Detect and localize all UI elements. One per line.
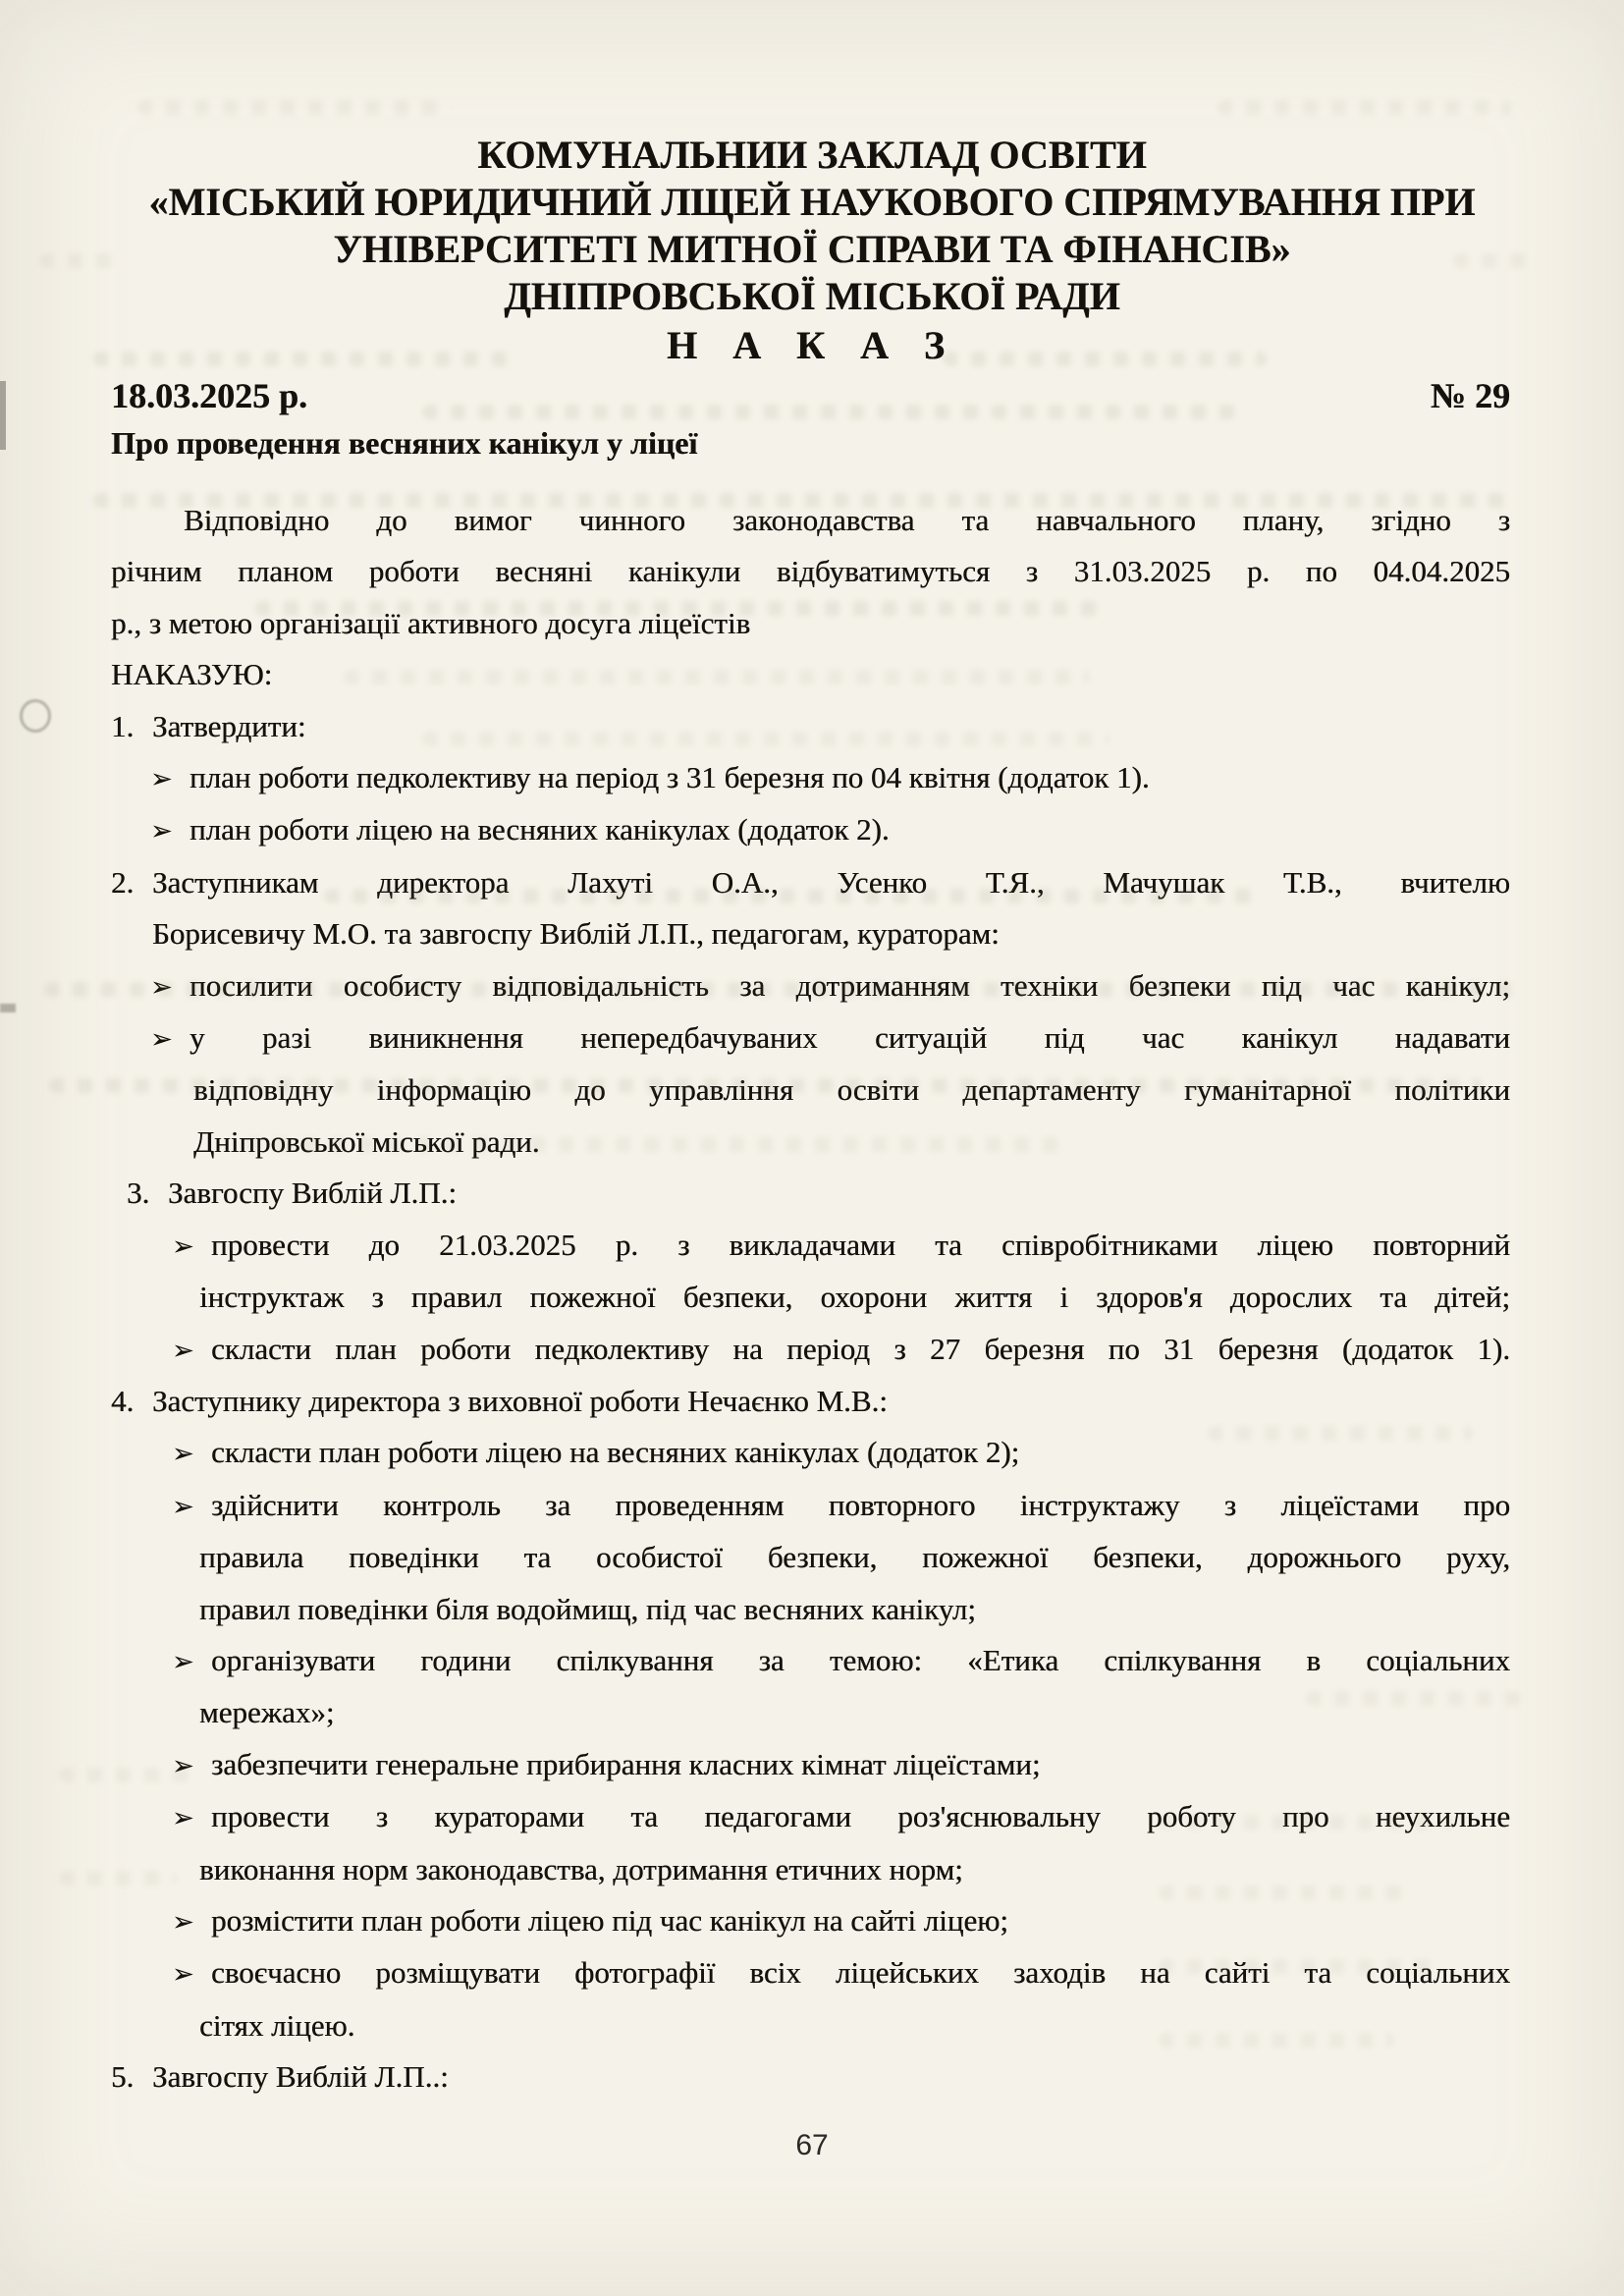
bullet-text: розмістити план роботи ліцею під час канікул на сайті ліцею; [211,1902,1008,1938]
bullet-text: провести з кураторами та педагогами роз'яснювальну роботу про неухильне [211,1799,1510,1834]
scan-artifact [0,1004,16,1012]
paragraph-line: річним планом роботи весняні канікули відбуватимуться з 31.03.2025 р. по 04.04.2025 [111,554,1510,589]
scan-artifact [0,381,6,450]
bullet-arrow-icon: ➢ [172,1906,194,1937]
org-name-line: КОМУНАЛЬНИИ ЗАКЛАД ОСВІТИ [477,133,1147,177]
bullet-arrow-icon: ➢ [150,1024,173,1055]
bullet-text: посилити особисту відповідальність за дотриманням техніки безпеки під час канікул; [189,967,1510,1003]
bullet-item [150,960,1510,1012]
numbered-item [111,857,1510,908]
item-number: 2. [111,864,135,900]
org-name-line: УНІВЕРСИТЕТІ МИТНОЇ СПРАВИ ТА ФІНАНСІВ» [333,227,1291,271]
numbered-item [111,1376,1510,1427]
document-type-title: Н А К А З [666,323,957,367]
numbered-item [111,701,1510,752]
bullet-arrow-icon: ➢ [172,1439,194,1469]
document-number: № 29 [1430,376,1510,415]
org-name-line: «МІСЬКИЙ ЮРИДИЧНИЙ ЛЩЕЙ НАУКОВОГО СПРЯМУВАННЯ ПРИ [148,180,1476,224]
bullet-text: скласти план роботи педколективу на період з 27 березня по 31 березня (додаток 1). [211,1331,1510,1366]
paragraph-line: р., з метою організації активного досуга ліцеїстів [111,605,751,640]
bullet-arrow-icon: ➢ [172,1803,194,1833]
bullet-text: забезпечити генеральне прибирання класних кімнат ліцеїстами; [211,1746,1041,1781]
item-text: Завгоспу Виблій Л.П.: [168,1175,457,1211]
bullet-arrow-icon: ➢ [172,1646,194,1676]
org-name-line: ДНІПРОВСЬКОЇ МІСЬКОЇ РАДИ [504,274,1120,318]
bullet-arrow-icon: ➢ [150,971,173,1002]
bullet-arrow-icon: ➢ [172,1750,194,1780]
bullet-continuation: відповідну інформацію до управління освіти департаменту гуманітарної політики [193,1072,1510,1108]
item-number: 1. [111,708,135,743]
page-number: 67 [795,2129,829,2161]
bullet-item [172,1635,1510,1687]
document-subject: Про проведення весняних канікул у ліцеї [111,425,698,461]
bullet-text: скласти план роботи ліцею на весняних канікулах (додаток 2); [211,1435,1020,1470]
bullet-item [150,752,1510,804]
bullet-text: організувати години спілкування за темою: «Етика спілкування в соціальних [211,1642,1510,1677]
bullet-item [172,1220,1510,1272]
bullet-continuation: правил поведінки біля водоймищ, під час весняних канікул; [199,1591,976,1626]
bullet-text: план роботи педколективу на період з 31 березня по 04 квітня (додаток 1). [189,760,1150,795]
bullet-item [172,1480,1510,1532]
bullet-arrow-icon: ➢ [172,1491,194,1521]
bullet-continuation: Дніпровської міської ради. [193,1123,540,1159]
paragraph-line: Відповідно до вимог чинного законодавства та навчального плану, згідно з [184,503,1510,537]
item-text: Заступникам директора Лахуті О.А., Усенко Т.Я., Мачушак Т.В., вчителю [152,864,1510,900]
bullet-text: здійснити контроль за проведенням повторного інструктажу з ліцеїстами про [211,1487,1510,1522]
bullet-text: план роботи ліцею на весняних канікулах (додаток 2). [189,812,890,847]
scan-artifact [20,699,51,733]
bullet-item [150,804,1510,856]
section-heading: НАКАЗУЮ: [111,657,273,692]
bullet-continuation: правила поведінки та особистої безпеки, пожежної безпеки, дорожнього руху, [199,1540,1510,1575]
item-continuation: Борисевичу М.О. та завгоспу Виблій Л.П., педагогам, кураторам: [152,916,1000,952]
item-text: Завгоспу Виблій Л.П..: [152,2059,449,2095]
bullet-item [172,1791,1510,1843]
bullet-continuation: інструктаж з правил пожежної безпеки, охорони життя і здоров'я дорослих та дітей; [199,1280,1510,1315]
bullet-arrow-icon: ➢ [172,1959,194,1990]
item-text: Затвердити: [152,708,306,743]
order-body [111,495,1510,2104]
document-date: 18.03.2025 р. [111,376,308,415]
item-number: 3. [127,1175,150,1211]
letterhead [0,0,1624,320]
bullet-item [172,1739,1510,1791]
bullet-text: своєчасно розміщувати фотографії всіх ліцейських заходів на сайті та соціальних [211,1955,1510,1991]
bullet-item [172,1427,1510,1479]
item-text: Заступнику директора з виховної роботи Нечаєнко М.В.: [152,1383,888,1418]
bullet-item [172,1324,1510,1376]
bullet-item [172,1947,1510,1999]
bullet-arrow-icon: ➢ [150,816,173,847]
item-number: 4. [111,1383,135,1418]
bullet-continuation: виконання норм законодавства, дотримання етичних норм; [199,1851,963,1886]
bullet-continuation: мережах»; [199,1695,335,1730]
item-number: 5. [111,2059,135,2095]
document-meta-row [111,373,1510,418]
bullet-item [150,1012,1510,1065]
bullet-text: у разі виникнення непередбачуваних ситуацій під час канікул надавати [189,1020,1510,1056]
bullet-arrow-icon: ➢ [172,1230,194,1261]
numbered-item [127,1168,1510,1219]
bullet-item [172,1895,1510,1947]
bullet-continuation: сітях ліцею. [199,2007,355,2043]
numbered-item [111,2051,1510,2103]
bullet-text: провести до 21.03.2025 р. з викладачами та співробітниками ліцею повторний [211,1227,1510,1262]
bullet-arrow-icon: ➢ [150,764,173,794]
bullet-arrow-icon: ➢ [172,1335,194,1365]
